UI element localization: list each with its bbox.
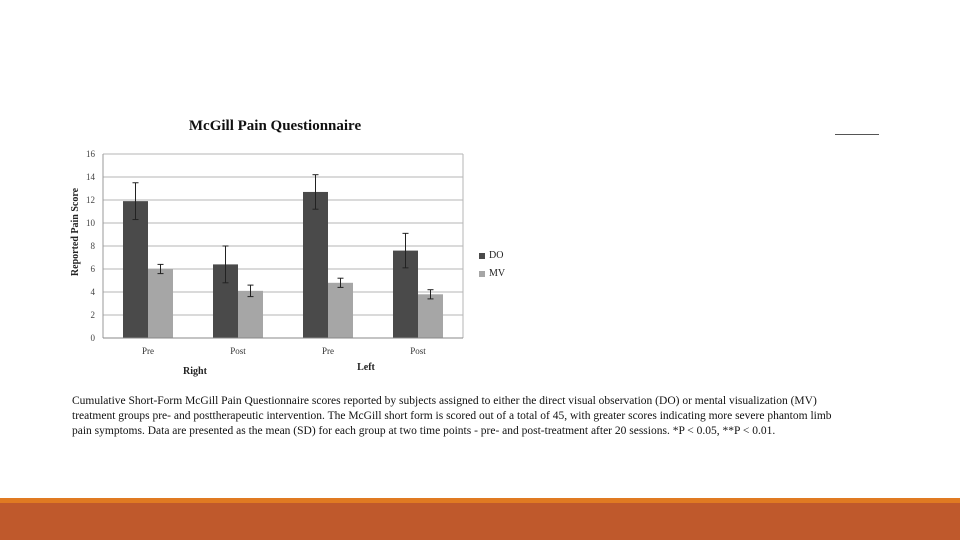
y-tick-label: 0 — [90, 333, 95, 343]
y-tick-label: 8 — [90, 241, 95, 251]
y-tick-label: 2 — [90, 310, 95, 320]
legend-item-mv — [479, 268, 505, 279]
footer-bar — [0, 503, 960, 540]
y-tick-label: 4 — [90, 287, 95, 297]
x-tick-label: Pre — [322, 346, 334, 356]
legend-item-do — [479, 250, 503, 261]
bar-do-2 — [303, 192, 328, 338]
y-tick-label: 6 — [90, 264, 95, 274]
y-tick-label: 14 — [86, 172, 95, 182]
legend-label-do: DO — [489, 250, 504, 261]
group-label-right: Right — [183, 366, 207, 377]
figure-caption: Cumulative Short-Form McGill Pain Questionnaire scores reported by subjects assigned to either the direct visual observation (DO) or mental visualization (MV) treatment groups pre- and posttherapeutic intervention. The McGill short form is scored out of a total of 45, with greater scores indicating more severe phantom limb pain symptoms. Data are presented as the mean (SD) for each group at two time points - pre- and post-treatment after 20 sessions. *P < 0.05, **P < 0.01. — [72, 395, 832, 437]
x-tick-label: Post — [410, 346, 426, 356]
legend-swatch-mv — [479, 271, 485, 277]
y-tick-label: 10 — [86, 218, 95, 228]
y-tick-label: 12 — [86, 195, 95, 205]
bar-mv-1 — [238, 291, 263, 338]
chart-title: McGill Pain Questionnaire — [188, 118, 362, 134]
bar-mv-2 — [328, 283, 353, 338]
bar-mv-0 — [148, 269, 173, 338]
x-tick-label: Post — [230, 346, 246, 356]
legend-label-mv: MV — [489, 268, 506, 279]
bar-do-0 — [123, 201, 148, 338]
bar-mv-3 — [418, 294, 443, 338]
group-label-left: Left — [357, 362, 375, 373]
legend-swatch-do — [479, 253, 485, 259]
y-tick-label: 16 — [86, 149, 95, 159]
y-axis-label: Reported Pain Score — [70, 187, 81, 277]
x-tick-label: Pre — [142, 346, 154, 356]
decorative-rule — [835, 134, 879, 135]
